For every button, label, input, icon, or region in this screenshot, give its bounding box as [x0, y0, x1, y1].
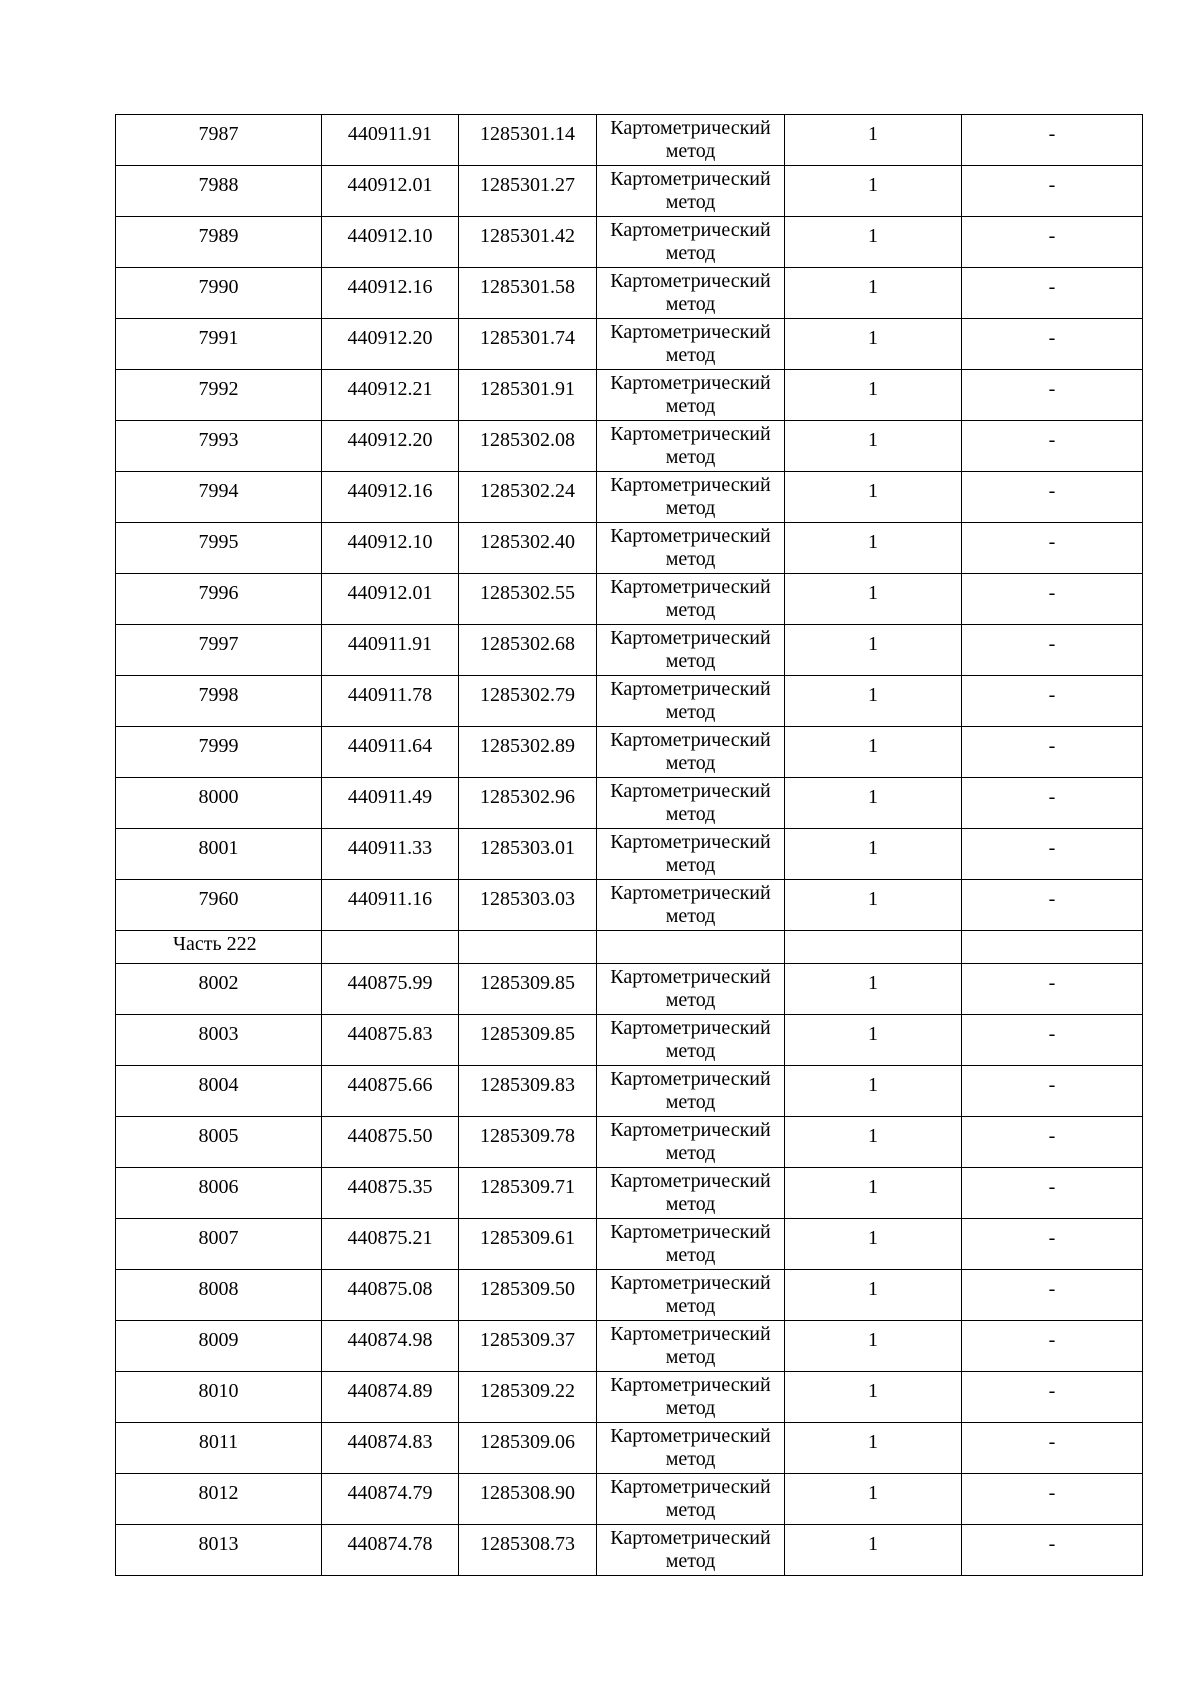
x-coordinate-cell: 440875.50	[322, 1117, 459, 1168]
y-coordinate-cell: 1285303.03	[459, 880, 597, 931]
method-cell: Картометрический метод	[597, 472, 785, 523]
table-row	[116, 778, 1143, 829]
x-coordinate-cell: 440874.83	[322, 1423, 459, 1474]
table-row	[116, 1372, 1143, 1423]
table-row	[116, 370, 1143, 421]
note-cell: -	[962, 1117, 1143, 1168]
x-coordinate-cell: 440911.91	[322, 625, 459, 676]
method-cell: Картометрический метод	[597, 778, 785, 829]
note-cell: -	[962, 523, 1143, 574]
note-cell: -	[962, 217, 1143, 268]
method-cell: Картометрический метод	[597, 268, 785, 319]
table-row	[116, 217, 1143, 268]
y-coordinate-cell: 1285309.37	[459, 1321, 597, 1372]
note-cell: -	[962, 964, 1143, 1015]
point-id-cell: 8000	[116, 778, 322, 829]
method-cell: Картометрический метод	[597, 217, 785, 268]
note-cell: -	[962, 574, 1143, 625]
table-row	[116, 268, 1143, 319]
note-cell: -	[962, 778, 1143, 829]
y-coordinate-cell: 1285309.78	[459, 1117, 597, 1168]
accuracy-cell: 1	[785, 1168, 962, 1219]
point-id-cell: 8011	[116, 1423, 322, 1474]
table-row	[116, 574, 1143, 625]
note-cell: -	[962, 1474, 1143, 1525]
table-row	[116, 1270, 1143, 1321]
table-row	[116, 625, 1143, 676]
accuracy-cell: 1	[785, 1525, 962, 1576]
method-cell: Картометрический метод	[597, 166, 785, 217]
accuracy-cell: 1	[785, 370, 962, 421]
x-coordinate-cell: 440911.91	[322, 115, 459, 166]
y-coordinate-cell: 1285309.83	[459, 1066, 597, 1117]
part-label: Часть 222	[116, 931, 322, 964]
accuracy-cell: 1	[785, 574, 962, 625]
y-coordinate-cell: 1285302.89	[459, 727, 597, 778]
note-cell: -	[962, 1066, 1143, 1117]
accuracy-cell: 1	[785, 964, 962, 1015]
point-id-cell: 8008	[116, 1270, 322, 1321]
part-header-row	[116, 931, 1143, 964]
y-coordinate-cell: 1285309.71	[459, 1168, 597, 1219]
table-row	[116, 1066, 1143, 1117]
table-row	[116, 1423, 1143, 1474]
point-id-cell: 7994	[116, 472, 322, 523]
x-coordinate-cell: 440911.78	[322, 676, 459, 727]
x-coordinate-cell: 440874.78	[322, 1525, 459, 1576]
y-coordinate-cell: 1285308.90	[459, 1474, 597, 1525]
table-row	[116, 1117, 1143, 1168]
note-cell: -	[962, 1015, 1143, 1066]
method-cell: Картометрический метод	[597, 421, 785, 472]
table-row	[116, 472, 1143, 523]
method-cell: Картометрический метод	[597, 1117, 785, 1168]
x-coordinate-cell: 440912.01	[322, 574, 459, 625]
point-id-cell: 8003	[116, 1015, 322, 1066]
note-cell: -	[962, 1372, 1143, 1423]
x-coordinate-cell: 440912.10	[322, 217, 459, 268]
note-cell: -	[962, 166, 1143, 217]
point-id-cell: 7998	[116, 676, 322, 727]
point-id-cell: 7997	[116, 625, 322, 676]
x-coordinate-cell: 440911.64	[322, 727, 459, 778]
method-cell: Картометрический метод	[597, 676, 785, 727]
accuracy-cell: 1	[785, 1015, 962, 1066]
accuracy-cell: 1	[785, 676, 962, 727]
point-id-cell: 8005	[116, 1117, 322, 1168]
method-cell: Картометрический метод	[597, 1372, 785, 1423]
y-coordinate-cell: 1285302.08	[459, 421, 597, 472]
y-coordinate-cell: 1285302.40	[459, 523, 597, 574]
x-coordinate-cell: 440875.83	[322, 1015, 459, 1066]
note-cell: -	[962, 319, 1143, 370]
x-coordinate-cell: 440875.99	[322, 964, 459, 1015]
point-id-cell: 7992	[116, 370, 322, 421]
x-coordinate-cell: 440911.33	[322, 829, 459, 880]
method-cell: Картометрический метод	[597, 880, 785, 931]
table-row	[116, 1168, 1143, 1219]
y-coordinate-cell: 1285309.06	[459, 1423, 597, 1474]
note-cell: -	[962, 1219, 1143, 1270]
point-id-cell: 8007	[116, 1219, 322, 1270]
accuracy-cell: 1	[785, 1423, 962, 1474]
y-coordinate-cell: 1285302.79	[459, 676, 597, 727]
empty-cell	[785, 931, 962, 964]
point-id-cell: 7996	[116, 574, 322, 625]
accuracy-cell: 1	[785, 1474, 962, 1525]
note-cell: -	[962, 829, 1143, 880]
y-coordinate-cell: 1285309.61	[459, 1219, 597, 1270]
note-cell: -	[962, 421, 1143, 472]
accuracy-cell: 1	[785, 115, 962, 166]
table-row	[116, 880, 1143, 931]
y-coordinate-cell: 1285302.68	[459, 625, 597, 676]
accuracy-cell: 1	[785, 523, 962, 574]
accuracy-cell: 1	[785, 1321, 962, 1372]
method-cell: Картометрический метод	[597, 1270, 785, 1321]
table-row	[116, 727, 1143, 778]
note-cell: -	[962, 1525, 1143, 1576]
point-id-cell: 8004	[116, 1066, 322, 1117]
x-coordinate-cell: 440875.08	[322, 1270, 459, 1321]
table-row	[116, 523, 1143, 574]
y-coordinate-cell: 1285309.85	[459, 1015, 597, 1066]
y-coordinate-cell: 1285301.58	[459, 268, 597, 319]
method-cell: Картометрический метод	[597, 1219, 785, 1270]
accuracy-cell: 1	[785, 880, 962, 931]
x-coordinate-cell: 440912.21	[322, 370, 459, 421]
table-row	[116, 1321, 1143, 1372]
accuracy-cell: 1	[785, 1117, 962, 1168]
accuracy-cell: 1	[785, 778, 962, 829]
x-coordinate-cell: 440912.20	[322, 319, 459, 370]
x-coordinate-cell: 440875.66	[322, 1066, 459, 1117]
note-cell: -	[962, 1423, 1143, 1474]
table-row	[116, 319, 1143, 370]
note-cell: -	[962, 1321, 1143, 1372]
method-cell: Картометрический метод	[597, 625, 785, 676]
point-id-cell: 7988	[116, 166, 322, 217]
method-cell: Картометрический метод	[597, 1015, 785, 1066]
x-coordinate-cell: 440911.49	[322, 778, 459, 829]
y-coordinate-cell: 1285301.74	[459, 319, 597, 370]
empty-cell	[962, 931, 1143, 964]
empty-cell	[322, 931, 459, 964]
y-coordinate-cell: 1285301.91	[459, 370, 597, 421]
y-coordinate-cell: 1285301.14	[459, 115, 597, 166]
x-coordinate-cell: 440911.16	[322, 880, 459, 931]
accuracy-cell: 1	[785, 166, 962, 217]
point-id-cell: 8010	[116, 1372, 322, 1423]
table-row	[116, 1015, 1143, 1066]
table-row	[116, 166, 1143, 217]
table-row	[116, 421, 1143, 472]
note-cell: -	[962, 268, 1143, 319]
point-id-cell: 7993	[116, 421, 322, 472]
note-cell: -	[962, 115, 1143, 166]
method-cell: Картометрический метод	[597, 115, 785, 166]
x-coordinate-cell: 440874.98	[322, 1321, 459, 1372]
point-id-cell: 8013	[116, 1525, 322, 1576]
accuracy-cell: 1	[785, 1219, 962, 1270]
method-cell: Картометрический метод	[597, 1474, 785, 1525]
y-coordinate-cell: 1285302.55	[459, 574, 597, 625]
x-coordinate-cell: 440875.21	[322, 1219, 459, 1270]
method-cell: Картометрический метод	[597, 319, 785, 370]
x-coordinate-cell: 440875.35	[322, 1168, 459, 1219]
method-cell: Картометрический метод	[597, 829, 785, 880]
y-coordinate-cell: 1285309.85	[459, 964, 597, 1015]
x-coordinate-cell: 440912.20	[322, 421, 459, 472]
point-id-cell: 8006	[116, 1168, 322, 1219]
x-coordinate-cell: 440912.01	[322, 166, 459, 217]
method-cell: Картометрический метод	[597, 1066, 785, 1117]
method-cell: Картометрический метод	[597, 574, 785, 625]
method-cell: Картометрический метод	[597, 1525, 785, 1576]
method-cell: Картометрический метод	[597, 523, 785, 574]
note-cell: -	[962, 1270, 1143, 1321]
accuracy-cell: 1	[785, 1372, 962, 1423]
x-coordinate-cell: 440912.16	[322, 472, 459, 523]
accuracy-cell: 1	[785, 421, 962, 472]
note-cell: -	[962, 370, 1143, 421]
method-cell: Картометрический метод	[597, 1321, 785, 1372]
empty-cell	[597, 931, 785, 964]
coordinates-table	[115, 114, 1143, 1576]
y-coordinate-cell: 1285302.24	[459, 472, 597, 523]
x-coordinate-cell: 440912.10	[322, 523, 459, 574]
point-id-cell: 7990	[116, 268, 322, 319]
point-id-cell: 7999	[116, 727, 322, 778]
table-row	[116, 1219, 1143, 1270]
point-id-cell: 8001	[116, 829, 322, 880]
y-coordinate-cell: 1285301.42	[459, 217, 597, 268]
method-cell: Картометрический метод	[597, 370, 785, 421]
point-id-cell: 7991	[116, 319, 322, 370]
y-coordinate-cell: 1285308.73	[459, 1525, 597, 1576]
note-cell: -	[962, 676, 1143, 727]
note-cell: -	[962, 727, 1143, 778]
note-cell: -	[962, 625, 1143, 676]
point-id-cell: 7995	[116, 523, 322, 574]
accuracy-cell: 1	[785, 268, 962, 319]
x-coordinate-cell: 440912.16	[322, 268, 459, 319]
y-coordinate-cell: 1285301.27	[459, 166, 597, 217]
accuracy-cell: 1	[785, 217, 962, 268]
y-coordinate-cell: 1285303.01	[459, 829, 597, 880]
table-row	[116, 964, 1143, 1015]
point-id-cell: 8009	[116, 1321, 322, 1372]
point-id-cell: 7960	[116, 880, 322, 931]
point-id-cell: 7987	[116, 115, 322, 166]
method-cell: Картометрический метод	[597, 1423, 785, 1474]
table-row	[116, 1525, 1143, 1576]
y-coordinate-cell: 1285309.22	[459, 1372, 597, 1423]
note-cell: -	[962, 1168, 1143, 1219]
y-coordinate-cell: 1285302.96	[459, 778, 597, 829]
accuracy-cell: 1	[785, 1066, 962, 1117]
point-id-cell: 8002	[116, 964, 322, 1015]
x-coordinate-cell: 440874.89	[322, 1372, 459, 1423]
y-coordinate-cell: 1285309.50	[459, 1270, 597, 1321]
empty-cell	[459, 931, 597, 964]
note-cell: -	[962, 880, 1143, 931]
method-cell: Картометрический метод	[597, 1168, 785, 1219]
coordinates-table-body	[116, 115, 1143, 1576]
table-row	[116, 1474, 1143, 1525]
table-row	[116, 115, 1143, 166]
x-coordinate-cell: 440874.79	[322, 1474, 459, 1525]
point-id-cell: 8012	[116, 1474, 322, 1525]
accuracy-cell: 1	[785, 1270, 962, 1321]
accuracy-cell: 1	[785, 625, 962, 676]
table-row	[116, 829, 1143, 880]
accuracy-cell: 1	[785, 727, 962, 778]
method-cell: Картометрический метод	[597, 964, 785, 1015]
table-row	[116, 676, 1143, 727]
accuracy-cell: 1	[785, 319, 962, 370]
accuracy-cell: 1	[785, 472, 962, 523]
accuracy-cell: 1	[785, 829, 962, 880]
method-cell: Картометрический метод	[597, 727, 785, 778]
point-id-cell: 7989	[116, 217, 322, 268]
note-cell: -	[962, 472, 1143, 523]
